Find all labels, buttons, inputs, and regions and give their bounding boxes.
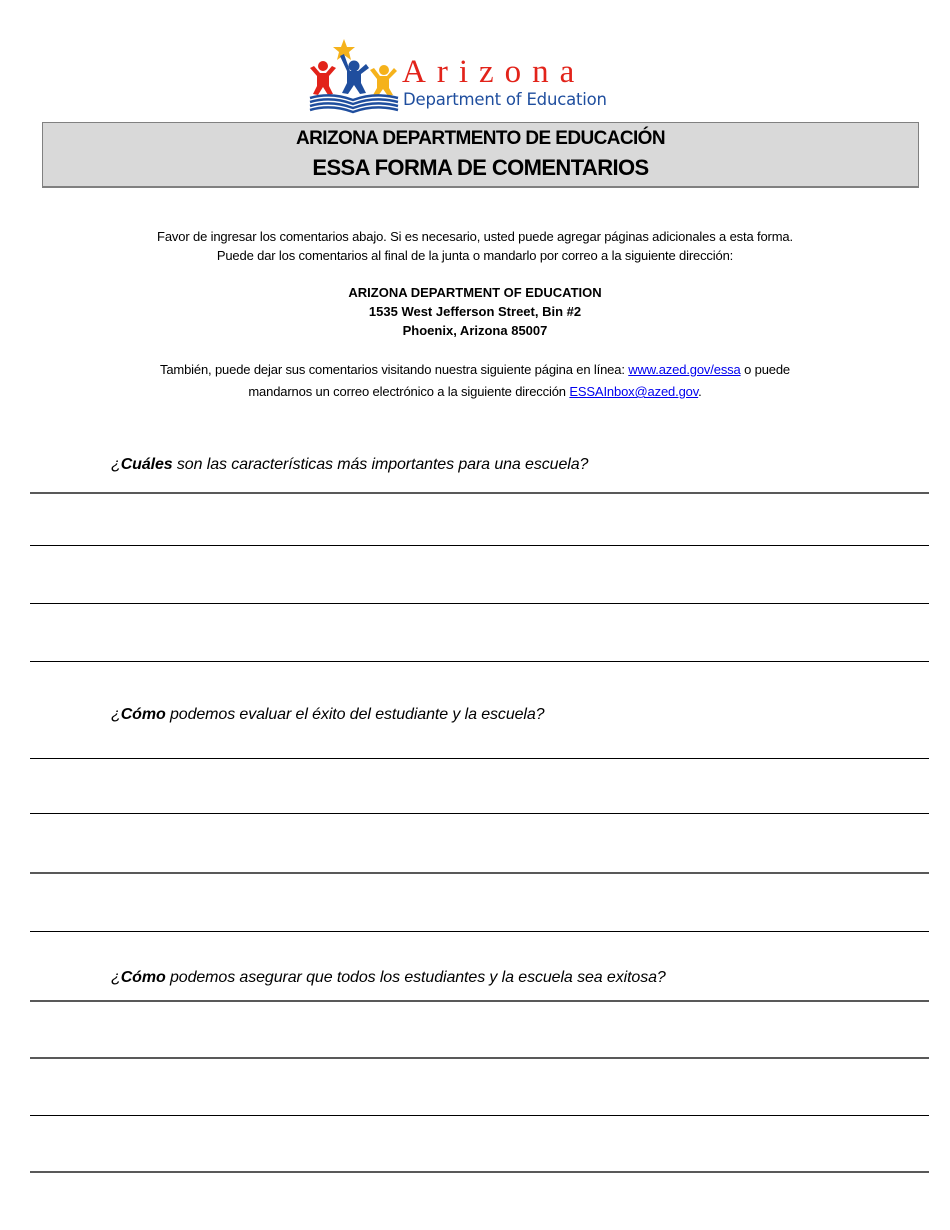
intro-line-2: Puede dar los comentarios al final de la junta o mandarlo por correo a la siguiente dirección:	[216, 248, 734, 263]
address-line-2: 1535 West Jefferson Street, Bin #2	[368, 304, 582, 319]
email-text: mandarnos un correo electrónico a la siguiente dirección	[248, 384, 570, 399]
answer-line-3-2[interactable]	[30, 1057, 929, 1059]
mailing-address	[0, 283, 950, 340]
online-line-1	[0, 359, 950, 381]
address-line-3: Phoenix, Arizona 85007	[402, 323, 548, 338]
website-link[interactable]: www.azed.gov/essa	[628, 362, 741, 377]
email-link[interactable]: ESSAInbox@azed.gov	[569, 384, 699, 399]
question-keyword: Cómo	[120, 969, 166, 986]
question-mark: ¿	[111, 706, 121, 723]
answer-line-1-2[interactable]	[30, 545, 929, 546]
question-mark: ¿	[111, 456, 121, 473]
question-2	[111, 706, 544, 724]
intro-line-1: Favor de ingresar los comentarios abajo. Si es necesario, usted puede agregar páginas adicionales a esta forma.	[157, 229, 793, 244]
question-keyword: Cómo	[120, 706, 166, 723]
question-text: son las características más importantes para una escuela?	[172, 456, 589, 473]
answer-line-2-2[interactable]	[30, 813, 929, 814]
question-text: podemos asegurar que todos los estudiantes y la escuela sea exitosa?	[165, 969, 666, 986]
form-title: ESSA FORMA DE COMENTARIOS	[312, 155, 649, 180]
answer-line-2-3[interactable]	[30, 872, 929, 874]
question-text: podemos evaluar el éxito del estudiante y la escuela?	[165, 706, 545, 723]
answer-line-2-1[interactable]	[30, 758, 929, 759]
form-title-box	[42, 122, 919, 188]
department-title: ARIZONA DEPARTMENTO DE EDUCACIÓN	[296, 128, 665, 149]
question-1	[111, 456, 588, 474]
answer-line-3-4[interactable]	[30, 1171, 929, 1173]
question-3	[111, 969, 666, 987]
question-keyword: Cuáles	[120, 456, 173, 473]
answer-line-1-1[interactable]	[30, 492, 929, 494]
ade-logo	[306, 38, 641, 116]
question-mark: ¿	[111, 969, 121, 986]
answer-line-2-4[interactable]	[30, 931, 929, 932]
answer-line-1-3[interactable]	[30, 603, 929, 604]
address-line-1: ARIZONA DEPARTMENT OF EDUCATION	[348, 285, 602, 300]
children-book-emblem-icon	[306, 38, 401, 114]
logo-department-name: Department of Education	[403, 90, 607, 109]
intro-paragraph	[0, 227, 950, 265]
answer-line-3-1[interactable]	[30, 1000, 929, 1002]
answer-line-1-4[interactable]	[30, 661, 929, 662]
online-text: También, puede dejar sus comentarios visitando nuestra siguiente página en línea:	[159, 362, 629, 377]
answer-line-3-3[interactable]	[30, 1115, 929, 1116]
online-line-2	[0, 381, 950, 403]
email-text-after: .	[698, 384, 702, 399]
online-contact-paragraph	[0, 359, 950, 403]
online-text-after: o puede	[740, 362, 791, 377]
logo-state-name: Arizona	[402, 54, 586, 90]
